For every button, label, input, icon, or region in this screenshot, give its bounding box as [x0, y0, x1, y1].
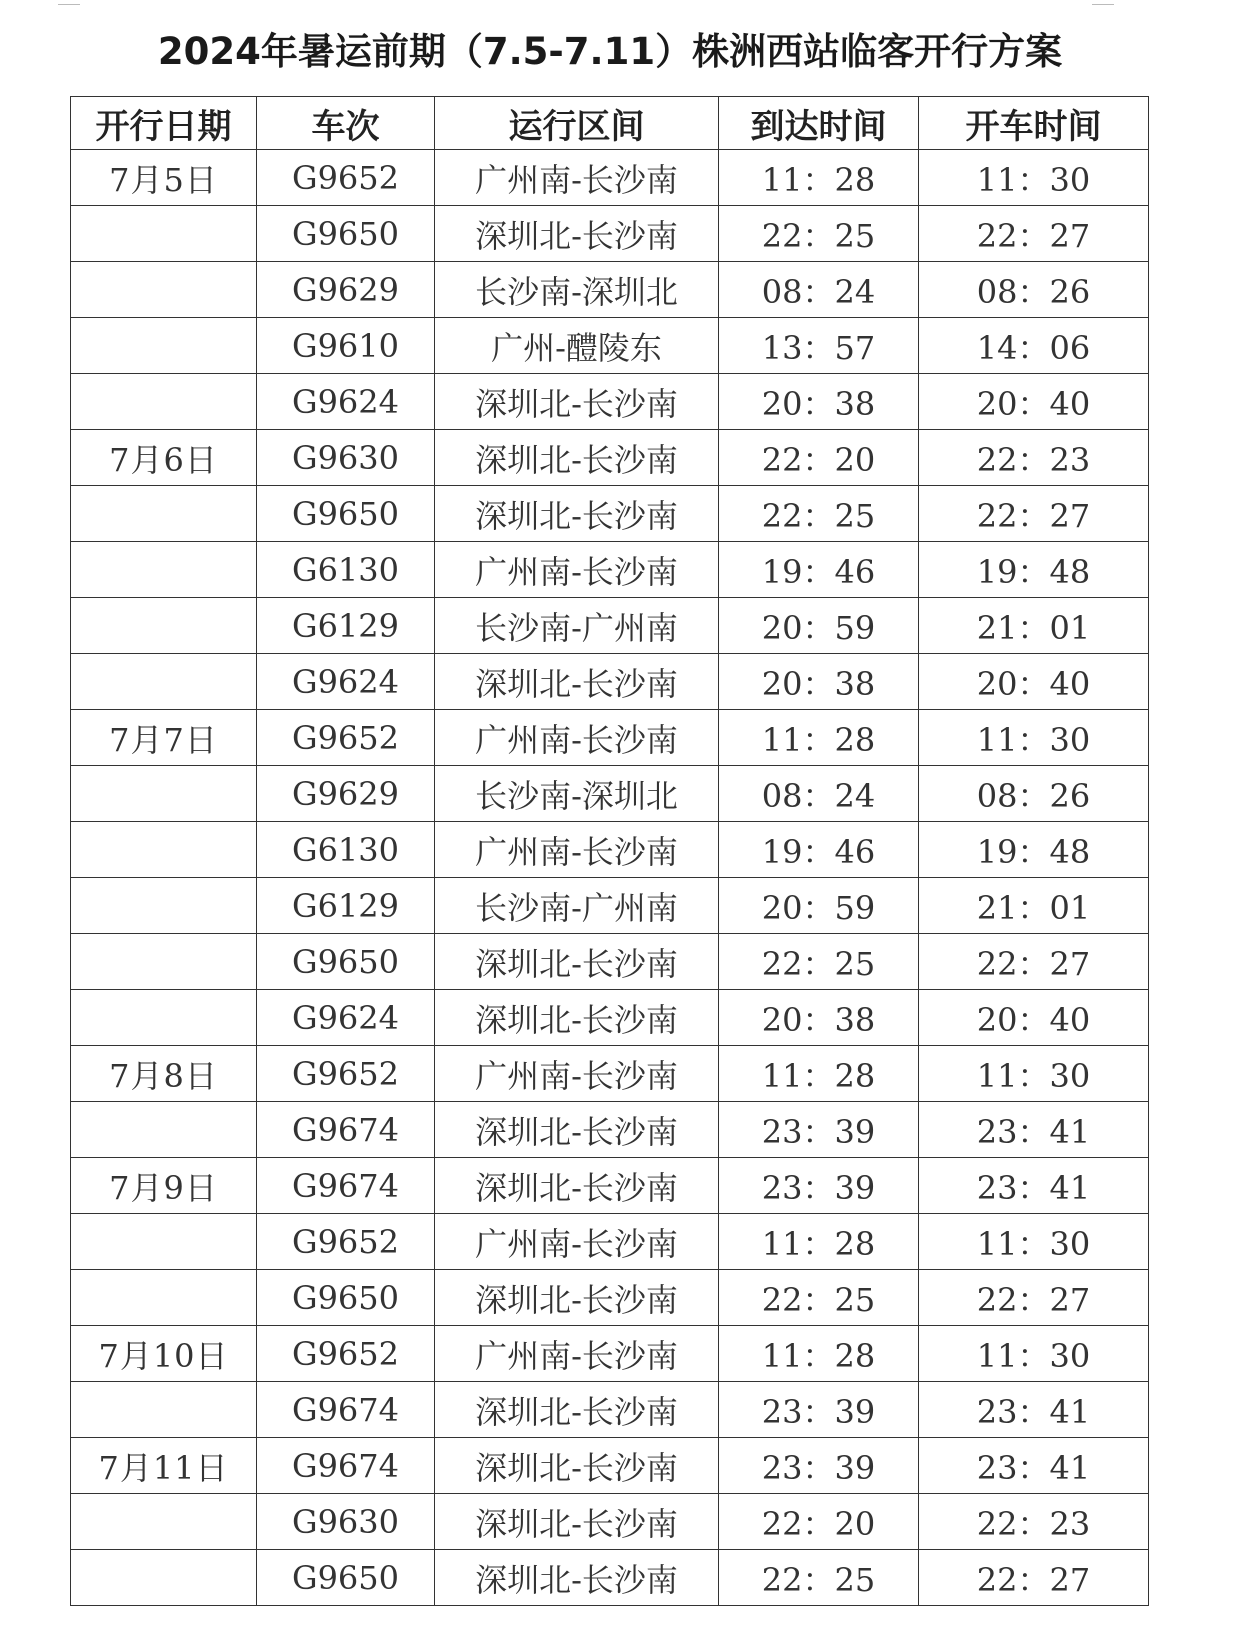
depart-cell: 23：41 — [919, 1438, 1149, 1494]
train-cell: G9630 — [257, 1494, 435, 1550]
table-row — [71, 1214, 1149, 1270]
date-cell — [71, 374, 257, 430]
date-cell — [71, 1494, 257, 1550]
depart-cell: 11：30 — [919, 1046, 1149, 1102]
train-cell: G9674 — [257, 1438, 435, 1494]
train-cell: G6129 — [257, 878, 435, 934]
arrive-cell: 20：38 — [719, 374, 919, 430]
document-title: 2024年暑运前期（7.5-7.11）株洲西站临客开行方案 — [157, 30, 1063, 73]
route-cell: 深圳北-长沙南 — [435, 1550, 719, 1606]
depart-cell: 22：27 — [919, 934, 1149, 990]
table-row — [71, 430, 1149, 486]
route-cell: 深圳北-长沙南 — [435, 206, 719, 262]
train-cell: G9650 — [257, 1550, 435, 1606]
train-cell: G9652 — [257, 1046, 435, 1102]
date-cell — [71, 934, 257, 990]
table-row — [71, 710, 1149, 766]
arrive-cell: 19：46 — [719, 822, 919, 878]
arrive-cell: 08：24 — [719, 262, 919, 318]
train-cell: G6130 — [257, 542, 435, 598]
route-cell: 长沙南-广州南 — [435, 878, 719, 934]
table-row — [71, 486, 1149, 542]
date-cell — [71, 598, 257, 654]
table-body — [71, 150, 1149, 1606]
table-row — [71, 766, 1149, 822]
table-row — [71, 1550, 1149, 1606]
table-row — [71, 318, 1149, 374]
depart-cell: 14：06 — [919, 318, 1149, 374]
train-cell: G9624 — [257, 654, 435, 710]
depart-cell: 20：40 — [919, 990, 1149, 1046]
depart-cell: 22：27 — [919, 1270, 1149, 1326]
table-row — [71, 1382, 1149, 1438]
arrive-cell: 08：24 — [719, 766, 919, 822]
arrive-cell: 11：28 — [719, 710, 919, 766]
arrive-cell: 22：25 — [719, 206, 919, 262]
date-cell — [71, 262, 257, 318]
train-cell: G9610 — [257, 318, 435, 374]
arrive-cell: 22：25 — [719, 1550, 919, 1606]
date-cell — [71, 878, 257, 934]
table-row — [71, 206, 1149, 262]
date-cell: 7月6日 — [71, 430, 257, 486]
arrive-cell: 22：25 — [719, 934, 919, 990]
depart-cell: 21：01 — [919, 598, 1149, 654]
header-arrive: 到达时间 — [719, 97, 919, 150]
date-cell — [71, 1382, 257, 1438]
depart-cell: 19：48 — [919, 542, 1149, 598]
arrive-cell: 22：25 — [719, 486, 919, 542]
route-cell: 长沙南-深圳北 — [435, 262, 719, 318]
arrive-cell: 23：39 — [719, 1102, 919, 1158]
depart-cell: 22：27 — [919, 486, 1149, 542]
arrive-cell: 11：28 — [719, 150, 919, 206]
date-cell — [71, 1550, 257, 1606]
train-cell: G6130 — [257, 822, 435, 878]
header-depart: 开车时间 — [919, 97, 1149, 150]
date-cell: 7月5日 — [71, 150, 257, 206]
route-cell: 广州南-长沙南 — [435, 822, 719, 878]
arrive-cell: 19：46 — [719, 542, 919, 598]
table-row — [71, 542, 1149, 598]
depart-cell: 11：30 — [919, 1326, 1149, 1382]
train-cell: G9650 — [257, 1270, 435, 1326]
train-cell: G9674 — [257, 1158, 435, 1214]
train-cell: G9674 — [257, 1102, 435, 1158]
depart-cell: 20：40 — [919, 654, 1149, 710]
header-route: 运行区间 — [435, 97, 719, 150]
train-cell: G9652 — [257, 150, 435, 206]
route-cell: 广州南-长沙南 — [435, 542, 719, 598]
date-cell — [71, 1214, 257, 1270]
train-cell: G9652 — [257, 1214, 435, 1270]
table-header-row — [71, 97, 1149, 150]
date-cell — [71, 654, 257, 710]
table-row — [71, 822, 1149, 878]
depart-cell: 11：30 — [919, 150, 1149, 206]
route-cell: 深圳北-长沙南 — [435, 1494, 719, 1550]
table-row — [71, 1102, 1149, 1158]
table-row — [71, 654, 1149, 710]
depart-cell: 20：40 — [919, 374, 1149, 430]
table-row — [71, 1494, 1149, 1550]
header-date: 开行日期 — [71, 97, 257, 150]
train-cell: G9652 — [257, 710, 435, 766]
schedule-table — [70, 96, 1149, 1606]
route-cell: 深圳北-长沙南 — [435, 1158, 719, 1214]
train-cell: G9629 — [257, 766, 435, 822]
table-row — [71, 1438, 1149, 1494]
depart-cell: 19：48 — [919, 822, 1149, 878]
route-cell: 深圳北-长沙南 — [435, 1382, 719, 1438]
route-cell: 深圳北-长沙南 — [435, 486, 719, 542]
date-cell: 7月8日 — [71, 1046, 257, 1102]
route-cell: 广州南-长沙南 — [435, 1326, 719, 1382]
table-row — [71, 990, 1149, 1046]
arrive-cell: 22：20 — [719, 430, 919, 486]
train-cell: G9629 — [257, 262, 435, 318]
date-cell — [71, 542, 257, 598]
arrive-cell: 11：28 — [719, 1326, 919, 1382]
table-row — [71, 1326, 1149, 1382]
arrive-cell: 22：20 — [719, 1494, 919, 1550]
depart-cell: 22：27 — [919, 1550, 1149, 1606]
arrive-cell: 22：25 — [719, 1270, 919, 1326]
arrive-cell: 13：57 — [719, 318, 919, 374]
route-cell: 深圳北-长沙南 — [435, 1270, 719, 1326]
depart-cell: 11：30 — [919, 710, 1149, 766]
arrive-cell: 20：38 — [719, 654, 919, 710]
arrive-cell: 11：28 — [719, 1046, 919, 1102]
depart-cell: 21：01 — [919, 878, 1149, 934]
depart-cell: 23：41 — [919, 1158, 1149, 1214]
route-cell: 广州南-长沙南 — [435, 150, 719, 206]
date-cell: 7月10日 — [71, 1326, 257, 1382]
train-cell: G9650 — [257, 486, 435, 542]
table-row — [71, 150, 1149, 206]
route-cell: 广州南-长沙南 — [435, 1046, 719, 1102]
date-cell: 7月11日 — [71, 1438, 257, 1494]
route-cell: 广州南-长沙南 — [435, 710, 719, 766]
header-train: 车次 — [257, 97, 435, 150]
date-cell — [71, 1270, 257, 1326]
date-cell — [71, 318, 257, 374]
table-row — [71, 1046, 1149, 1102]
train-cell: G9674 — [257, 1382, 435, 1438]
train-cell: G9650 — [257, 206, 435, 262]
date-cell: 7月7日 — [71, 710, 257, 766]
corner-mark-right — [1092, 0, 1114, 5]
table-row — [71, 1270, 1149, 1326]
table-row — [71, 374, 1149, 430]
date-cell: 7月9日 — [71, 1158, 257, 1214]
date-cell — [71, 486, 257, 542]
depart-cell: 23：41 — [919, 1102, 1149, 1158]
table-row — [71, 262, 1149, 318]
route-cell: 深圳北-长沙南 — [435, 430, 719, 486]
corner-mark-left — [58, 0, 80, 5]
train-cell: G9630 — [257, 430, 435, 486]
route-cell: 深圳北-长沙南 — [435, 654, 719, 710]
arrive-cell: 20：38 — [719, 990, 919, 1046]
depart-cell: 08：26 — [919, 262, 1149, 318]
route-cell: 深圳北-长沙南 — [435, 374, 719, 430]
train-cell: G6129 — [257, 598, 435, 654]
arrive-cell: 20：59 — [719, 878, 919, 934]
train-cell: G9624 — [257, 990, 435, 1046]
arrive-cell: 23：39 — [719, 1382, 919, 1438]
route-cell: 深圳北-长沙南 — [435, 990, 719, 1046]
depart-cell: 22：27 — [919, 206, 1149, 262]
date-cell — [71, 822, 257, 878]
route-cell: 深圳北-长沙南 — [435, 934, 719, 990]
arrive-cell: 11：28 — [719, 1214, 919, 1270]
depart-cell: 22：23 — [919, 1494, 1149, 1550]
table-row — [71, 934, 1149, 990]
train-cell: G9650 — [257, 934, 435, 990]
table-row — [71, 598, 1149, 654]
date-cell — [71, 1102, 257, 1158]
date-cell — [71, 990, 257, 1046]
route-cell: 深圳北-长沙南 — [435, 1438, 719, 1494]
route-cell: 长沙南-广州南 — [435, 598, 719, 654]
train-cell: G9652 — [257, 1326, 435, 1382]
route-cell: 深圳北-长沙南 — [435, 1102, 719, 1158]
arrive-cell: 20：59 — [719, 598, 919, 654]
arrive-cell: 23：39 — [719, 1438, 919, 1494]
depart-cell: 22：23 — [919, 430, 1149, 486]
route-cell: 长沙南-深圳北 — [435, 766, 719, 822]
table-row — [71, 878, 1149, 934]
arrive-cell: 23：39 — [719, 1158, 919, 1214]
depart-cell: 11：30 — [919, 1214, 1149, 1270]
depart-cell: 08：26 — [919, 766, 1149, 822]
train-cell: G9624 — [257, 374, 435, 430]
date-cell — [71, 766, 257, 822]
table-row — [71, 1158, 1149, 1214]
date-cell — [71, 206, 257, 262]
depart-cell: 23：41 — [919, 1382, 1149, 1438]
route-cell: 广州-醴陵东 — [435, 318, 719, 374]
route-cell: 广州南-长沙南 — [435, 1214, 719, 1270]
